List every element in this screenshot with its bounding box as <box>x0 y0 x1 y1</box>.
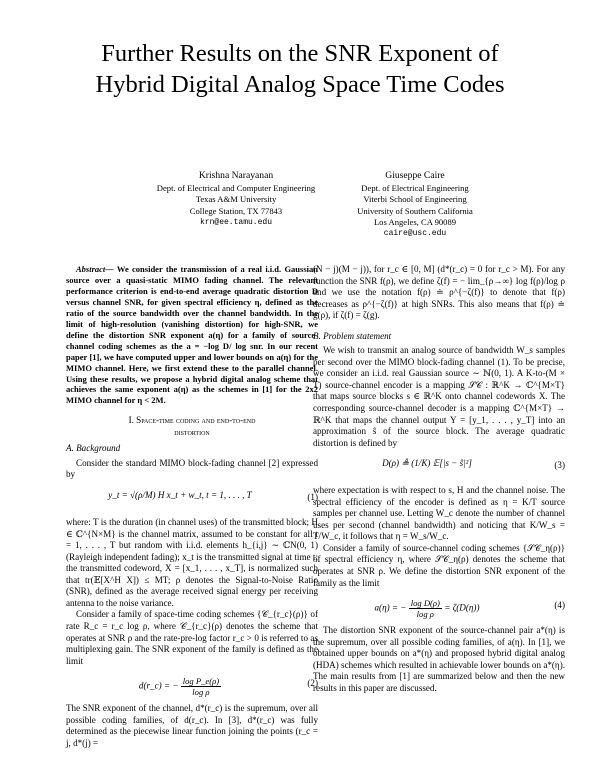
equation-number: (4) <box>554 600 565 611</box>
equation-rhs: = ζ(D(η)) <box>444 602 480 613</box>
paragraph: Consider a family of source-channel coding schemes {𝒮𝒞_η(ρ)} of spectral efficiency η, where 𝒮𝒞_η(ρ) denotes the scheme that operates at SNR ρ. We define the distortion SNR exponent of the family as the limit <box>313 542 565 588</box>
paragraph: Consider a family of space-time coding schemes {𝒞_{r_c}(ρ)} of rate R_c = r_c log ρ, where 𝒞_{r_c}(ρ) denotes the scheme that operates at SNR ρ and the rate-pre-log factor r_c > 0 is referred to as multiplexing gain. The SNR exponent of the family is defined as the limit <box>66 609 318 666</box>
author-affiliation: College Station, TX 77843 <box>189 205 283 216</box>
subsection-heading-b: B. Problem statement <box>313 330 392 341</box>
title-line-2: Hybrid Digital Analog Space Time Codes <box>95 71 505 98</box>
equation-fraction <box>409 598 442 619</box>
author-affiliation: Los Angeles, CA 90089 <box>373 216 457 227</box>
right-column <box>313 264 565 694</box>
paragraph: (N − j)(M − j)), for r_c ∈ [0, M] (d*(r_c) = 0 for r_c > M). For any function the SNR f(ρ), we define ζ(f) = − lim_{ρ→∞} log f(ρ)/log ρ and we use the notation f(ρ) ≐ ρ^{−ζ(f)} to denote that f(ρ) decreases as ρ^{−ζ(f)} at high SNRs. This also means that f(ρ) ≐ g(ρ), if ζ(f) = ζ(g). <box>313 264 565 321</box>
author-name: Giuseppe Caire <box>385 170 445 181</box>
equation-number: (2) <box>307 678 318 689</box>
paper-title <box>0 38 600 100</box>
equation-body: y_t = √(ρ/M) H x_t + w_t, t = 1, . . . , T <box>108 490 252 501</box>
equation-body: D(ρ) ≜ (1/K) 𝔼[|s − ŝ|²] <box>382 458 472 469</box>
section-heading-line: distortion <box>174 426 210 437</box>
paragraph: Consider the standard MIMO block-fading channel [2] expressed by <box>66 457 318 480</box>
fraction-denominator: log ρ <box>192 687 210 698</box>
author-block-2 <box>310 170 520 239</box>
paragraph: where: T is the duration (in channel uses) of the transmitted block; H ∈ ℂ^{N×M} is the channel matrix, assumed to be constant for all t = 1, . . . , T but random with i.i.d. elements h_{i,j} ∼ ℂN(0, 1) (Rayleigh independent fading); x_t is the transmitted signal at time t; the transmitted codeword, X = [x_1, . . . , x_T], is normalized such that tr(𝔼[X^H X]) ≤ MT; ρ denotes the Signal-to-Noise Ratio (SNR), defined as the average received signal energy per receiving antenna to the noise variance. <box>66 517 318 608</box>
paragraph: The SNR exponent of the channel, d*(r_c) is the supremum, over all possible coding families, of d(r_c). In [3], d*(r_c) was fully determined as the piecewise linear function joining the points (r_c = j, d*(j) = <box>66 703 318 748</box>
fraction-numerator: log D(ρ) <box>410 598 440 609</box>
author-affiliation: Dept. of Electrical and Computer Engineering <box>156 183 316 194</box>
subsection-heading-a: A. Background <box>66 443 121 454</box>
equation-body <box>66 676 294 697</box>
abstract-text: We consider the transmission of a real i.i.d. Gaussian source over a quasi-static MIMO fading channel. The relevant performance criterion is end-to-end average quadratic distortion D versus channel SNR, for given spectral efficiency η, defined as the ratio of the source bandwidth over the channel bandwidth. In the limit of high-resolution (vanishing distortion) for high-SNR, we define the distortion SNR exponent a(η) for a family of source-channel coding schemes as the a = −log D/ log snr. In our recent paper [1], we have computed upper and lower bounds on a(η) for the MIMO channel. Here, we first extend these to the parallel channel. Using these results, we propose a hybrid digital analog scheme that achieves the same exponent a(η) as the schemes in [1] for the 2x2 MIMO channel for η < 2M. <box>66 264 318 406</box>
title-line-1: Further Results on the SNR Exponent of <box>101 40 499 67</box>
author-name: Krishna Narayanan <box>198 170 274 181</box>
author-affiliation: Viterbi School of Engineering <box>363 194 467 205</box>
equation-number: (1) <box>307 492 318 503</box>
author-affiliation: University of Southern California <box>357 205 473 216</box>
author-affiliation: Dept. of Electrical Engineering <box>361 183 469 194</box>
paragraph: The distortion SNR exponent of the source-channel pair a*(η) is the supremum, over all possible coding families, of a(η). In [1], we obtained upper bounds on a*(η) and proposed hybrid digital analog (HDA) schemes which resulted in achievable lower bounds on a*(η). The main results from [1] are summarized below and then the new results in this paper are discussed. <box>313 625 565 693</box>
author-email: caire@usc.edu <box>383 229 447 239</box>
equation-3 <box>313 454 565 480</box>
abstract <box>66 264 318 406</box>
equation-lhs: a(η) = − <box>374 602 407 613</box>
paragraph: We wish to transmit an analog source of bandwidth W_s samples per second over the MIMO block-fading channel (1). To be precise, we consider an i.i.d. real Gaussian source ∼ ℕ(0, 1). A K-to-(M × T) source-channel encoder is a mapping 𝒮𝒞 : ℝ^K → ℂ^{M×T} that maps source blocks s ∈ ℝ^K onto channel codewords X. The corresponding source-channel decoder is a mapping ℂ^{M×T} → ℝ^K that maps the channel output Y = [y_1, . . . , y_T] into an approximation ŝ of the source block. The average quadratic distortion is defined by <box>313 345 565 448</box>
author-email: krn@ee.tamu.edu <box>199 217 272 227</box>
equation-fraction <box>181 676 221 697</box>
equation-4 <box>313 594 565 620</box>
left-column <box>66 264 318 749</box>
author-affiliation: Texas A&M University <box>195 194 277 205</box>
equation-2 <box>66 672 318 698</box>
equation-lhs: d(r_c) = − <box>138 680 179 691</box>
section-heading-line: I. Space-time coding and end-to-end <box>128 415 256 426</box>
abstract-lead: Abstract— <box>76 264 114 274</box>
equation-number: (3) <box>554 460 565 471</box>
paragraph: where expectation is with respect to s, H and the channel noise. The spectral efficiency of the encoder is defined as η = K/T source samples per channel use. Letting W_c denote the number of channel uses per second (channel bandwidth) and noticing that K/W_s = T/W_c, it follows that η = W_s/W_c. <box>313 485 565 542</box>
fraction-denominator: log ρ <box>416 609 434 620</box>
fraction-numerator: log P_e(ρ) <box>182 676 220 687</box>
equation-body <box>313 598 541 619</box>
equation-1 <box>66 486 318 512</box>
section-heading-1 <box>66 415 318 438</box>
